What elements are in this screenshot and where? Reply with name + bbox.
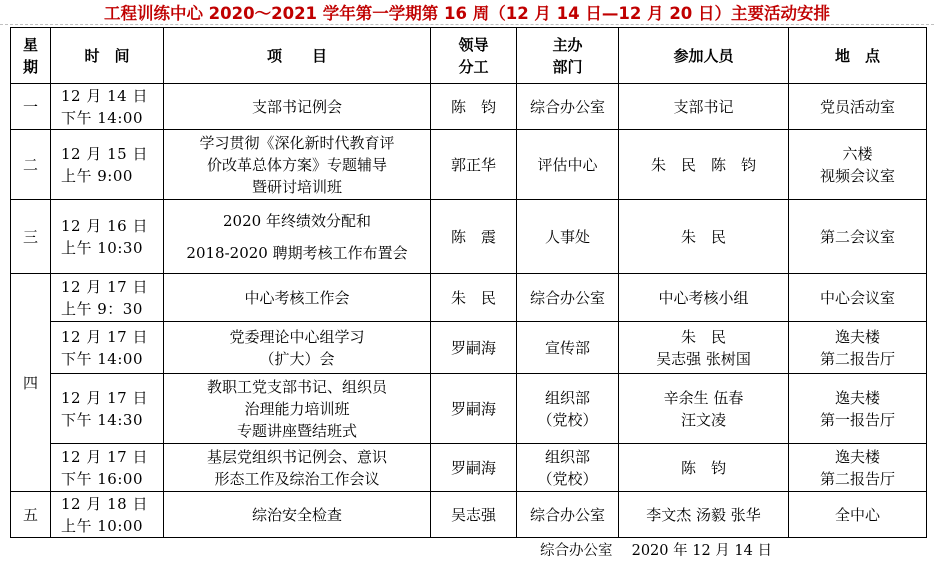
participants-cell: 支部书记 <box>619 84 789 130</box>
header-item: 项 目 <box>164 28 431 84</box>
item-cell: 综治安全检查 <box>164 492 431 538</box>
participants-cell: 陈 钧 <box>619 444 789 492</box>
location-cell: 全中心 <box>789 492 927 538</box>
day-cell: 三 <box>11 200 51 274</box>
header-participants: 参加人员 <box>619 28 789 84</box>
item-cell: 基层党组织书记例会、意识 形态工作及综治工作会议 <box>164 444 431 492</box>
location-cell: 中心会议室 <box>789 274 927 322</box>
day-cell: 一 <box>11 84 51 130</box>
item-cell: 2020 年终绩效分配和 2018-2020 聘期考核工作布置会 <box>164 200 431 274</box>
host-cell: 评估中心 <box>517 130 619 200</box>
leader-cell: 郭正华 <box>431 130 517 200</box>
header-divider <box>0 24 934 25</box>
item-cell: 党委理论中心组学习 （扩大）会 <box>164 322 431 374</box>
host-cell: 综合办公室 <box>517 492 619 538</box>
table-row <box>11 274 927 322</box>
day-cell: 五 <box>11 492 51 538</box>
participants-cell: 辛余生 伍春 汪文凌 <box>619 374 789 444</box>
table-row <box>11 84 927 130</box>
table-row <box>11 374 927 444</box>
table-row <box>11 492 927 538</box>
footer-signature: 综合办公室 2020 年 12 月 14 日 <box>540 543 772 559</box>
leader-cell: 罗嗣海 <box>431 322 517 374</box>
location-cell: 第二会议室 <box>789 200 927 274</box>
item-cell: 教职工党支部书记、组织员 治理能力培训班 专题讲座暨结班式 <box>164 374 431 444</box>
location-cell: 六楼 视频会议室 <box>789 130 927 200</box>
table-row <box>11 444 927 492</box>
participants-cell: 朱 民 <box>619 200 789 274</box>
leader-cell: 罗嗣海 <box>431 374 517 444</box>
time-cell: 12 月 17 日 下午 16:00 <box>51 444 164 492</box>
host-cell: 综合办公室 <box>517 84 619 130</box>
leader-cell: 吴志强 <box>431 492 517 538</box>
header-row <box>11 28 927 84</box>
schedule-table <box>10 27 927 538</box>
host-cell: 宣传部 <box>517 322 619 374</box>
participants-cell: 中心考核小组 <box>619 274 789 322</box>
item-cell: 支部书记例会 <box>164 84 431 130</box>
table-row <box>11 200 927 274</box>
time-cell: 12 月 17 日 下午 14:00 <box>51 322 164 374</box>
header-leader: 领导 分工 <box>431 28 517 84</box>
time-cell: 12 月 17 日 上午 9：30 <box>51 274 164 322</box>
table-row <box>11 130 927 200</box>
location-cell: 逸夫楼 第二报告厅 <box>789 444 927 492</box>
header-location: 地 点 <box>789 28 927 84</box>
location-cell: 党员活动室 <box>789 84 927 130</box>
host-cell: 综合办公室 <box>517 274 619 322</box>
time-cell: 12 月 15 日 上午 9:00 <box>51 130 164 200</box>
time-cell: 12 月 16 日 上午 10:30 <box>51 200 164 274</box>
header-time: 时 间 <box>51 28 164 84</box>
header-day: 星 期 <box>11 28 51 84</box>
leader-cell: 陈 钧 <box>431 84 517 130</box>
page-title: 工程训练中心 2020～2021 学年第一学期第 16 周（12 月 14 日—12 月 20 日）主要活动安排 <box>103 4 831 23</box>
leader-cell: 罗嗣海 <box>431 444 517 492</box>
header-host: 主办 部门 <box>517 28 619 84</box>
host-cell: 组织部 （党校） <box>517 444 619 492</box>
time-cell: 12 月 17 日 下午 14:30 <box>51 374 164 444</box>
location-cell: 逸夫楼 第一报告厅 <box>789 374 927 444</box>
participants-cell: 朱 民 陈 钧 <box>619 130 789 200</box>
time-cell: 12 月 18 日 上午 10:00 <box>51 492 164 538</box>
host-cell: 人事处 <box>517 200 619 274</box>
time-cell: 12 月 14 日 下午 14:00 <box>51 84 164 130</box>
table-row <box>11 322 927 374</box>
day-cell: 二 <box>11 130 51 200</box>
host-cell: 组织部 （党校） <box>517 374 619 444</box>
location-cell: 逸夫楼 第二报告厅 <box>789 322 927 374</box>
item-cell: 学习贯彻《深化新时代教育评 价改革总体方案》专题辅导 暨研讨培训班 <box>164 130 431 200</box>
leader-cell: 陈 震 <box>431 200 517 274</box>
leader-cell: 朱 民 <box>431 274 517 322</box>
participants-cell: 李文杰 汤毅 张华 <box>619 492 789 538</box>
participants-cell: 朱 民 吴志强 张树国 <box>619 322 789 374</box>
day-cell: 四 <box>11 274 51 492</box>
item-cell: 中心考核工作会 <box>164 274 431 322</box>
